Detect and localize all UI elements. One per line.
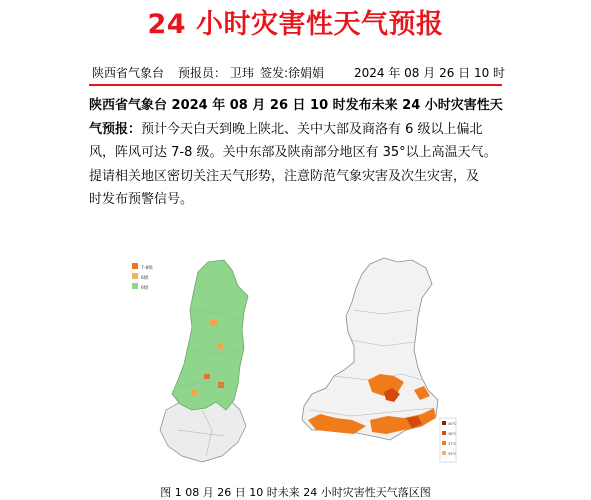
- figure-caption: 图 1 08 月 26 日 10 时未来 24 小时灾害性天气落区图: [160, 486, 431, 499]
- heat-map-province: [302, 258, 438, 440]
- issuer-datetime: 2024 年 08 月 26 日 10 时: [354, 66, 506, 80]
- wind-map-legend: [132, 263, 153, 291]
- forecast-line-2: [89, 118, 509, 142]
- legend-swatch-7-8: [132, 263, 138, 269]
- wind-map-north-region: [172, 260, 248, 410]
- heat-legend-label-4: 35℃: [448, 452, 457, 456]
- forecast-line-2-text: 预计今天白天到晚上陕北、关中大部及商洛有 6 级以上偏北: [141, 121, 483, 137]
- wind-spot-1: [210, 320, 217, 326]
- header-divider: [89, 84, 502, 86]
- legend-swatch-6b: [132, 283, 138, 289]
- forecast-body: [89, 94, 509, 212]
- heat-legend-label-1: 40℃: [448, 422, 457, 426]
- wind-map: [132, 260, 248, 462]
- forecast-line-5: 时发布预警信号。: [89, 192, 194, 207]
- wind-legend-label-2: 6级: [141, 276, 149, 281]
- maps-svg: [122, 250, 480, 476]
- issuer-agency: 陕西省气象台: [92, 66, 165, 80]
- forecast-label: 气预报：: [89, 121, 142, 137]
- heat-map-legend: [440, 418, 456, 462]
- wind-spot-2: [218, 344, 223, 349]
- heat-map: [302, 258, 456, 462]
- page-title: 24 小时灾害性天气预报: [147, 9, 444, 40]
- wind-legend-label-1: 7-8级: [141, 266, 153, 271]
- forecast-line-3: 风，阵风可达 7-8 级。关中东部及陕南部分地区有 35°以上高温天气。: [89, 145, 497, 160]
- heat-legend-swatch-35: [442, 451, 446, 455]
- heat-legend-swatch-40: [442, 421, 446, 425]
- heat-legend-swatch-38: [442, 431, 446, 435]
- issuer-forecaster: 预报员： 卫玮: [178, 66, 254, 80]
- issuer-line: [92, 60, 506, 82]
- wind-legend-label-3: 6级: [141, 286, 149, 291]
- heat-legend-label-2: 38℃: [448, 432, 457, 436]
- heat-legend-swatch-37: [442, 441, 446, 445]
- forecast-maps: [122, 250, 480, 476]
- wind-spot-3: [204, 374, 210, 379]
- forecast-line-4: 提请相关地区密切关注天气形势，注意防范气象灾害及次生灾害，及: [89, 168, 480, 184]
- issuer-signer: 签发:徐娟娟: [260, 66, 325, 80]
- legend-swatch-6a: [132, 273, 138, 279]
- wind-spot-5: [192, 390, 197, 395]
- heat-legend-label-3: 37℃: [448, 442, 457, 446]
- forecast-line-1: 陕西省气象台 2024 年 08 月 26 日 10 时发布未来 24 小时灾害性天: [89, 98, 503, 113]
